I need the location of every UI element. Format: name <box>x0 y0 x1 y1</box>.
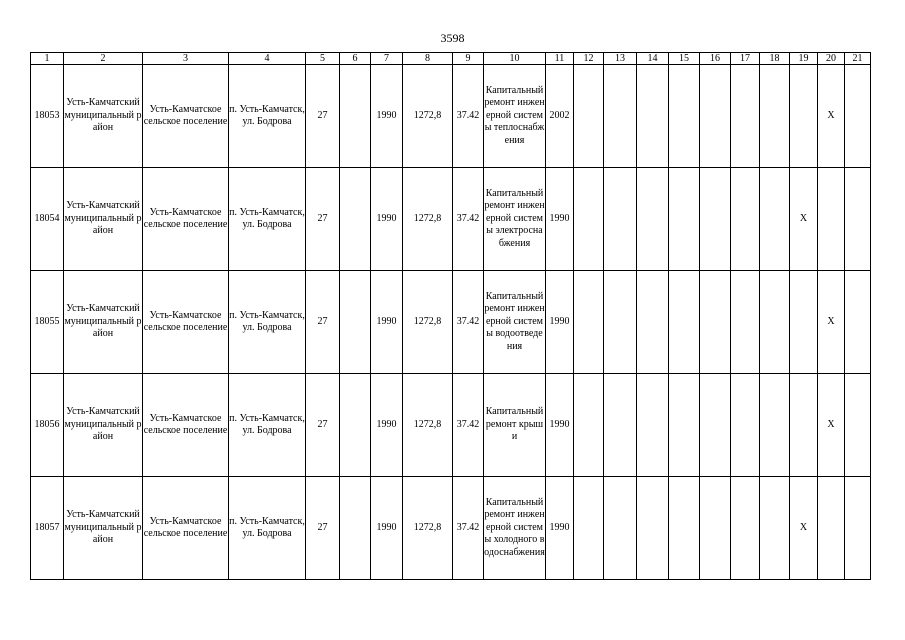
column-header: 11 <box>546 53 574 65</box>
table-cell-col-14 <box>637 65 669 168</box>
column-header: 14 <box>637 53 669 65</box>
table-cell-col-5: 27 <box>306 271 340 374</box>
table-cell-col-14 <box>637 477 669 580</box>
table-cell-col-6 <box>340 374 371 477</box>
table-cell-col-2: Усть-Камчатский муниципальный район <box>64 168 143 271</box>
table-cell-col-17 <box>731 168 760 271</box>
table-cell-col-12 <box>574 374 604 477</box>
table-cell-col-7: 1990 <box>371 65 403 168</box>
table-cell-col-4: п. Усть-Камчатск, ул. Бодрова <box>229 477 306 580</box>
table-cell-col-6 <box>340 477 371 580</box>
table-cell-col-13 <box>604 477 637 580</box>
table-cell-col-21 <box>845 65 871 168</box>
table-cell-col-11: 1990 <box>546 477 574 580</box>
column-header: 17 <box>731 53 760 65</box>
table-cell-col-8: 1272,8 <box>403 168 453 271</box>
column-header: 3 <box>143 53 229 65</box>
table-cell-col-2: Усть-Камчатский муниципальный район <box>64 477 143 580</box>
table-cell-col-9: 37.42 <box>453 168 484 271</box>
table-cell-col-13 <box>604 65 637 168</box>
table-cell-col-9: 37.42 <box>453 271 484 374</box>
table-cell-col-18 <box>760 168 790 271</box>
table-cell-col-7: 1990 <box>371 168 403 271</box>
table-cell-col-8: 1272,8 <box>403 374 453 477</box>
table-cell-col-1: 18055 <box>31 271 64 374</box>
table-cell-col-16 <box>700 168 731 271</box>
table-cell-col-21 <box>845 271 871 374</box>
table-cell-col-7: 1990 <box>371 271 403 374</box>
table-cell-col-3: Усть-Камчатское сельское поселение <box>143 374 229 477</box>
column-header: 2 <box>64 53 143 65</box>
table-cell-col-15 <box>669 65 700 168</box>
table-cell-col-5: 27 <box>306 374 340 477</box>
table-cell-col-14 <box>637 271 669 374</box>
table-cell-col-1: 18056 <box>31 374 64 477</box>
page-number: 3598 <box>440 31 465 45</box>
table-cell-col-12 <box>574 168 604 271</box>
table-cell-col-6 <box>340 65 371 168</box>
table-cell-col-19 <box>790 65 818 168</box>
table-cell-col-11: 1990 <box>546 374 574 477</box>
table-cell-col-15 <box>669 477 700 580</box>
table-cell-col-20: X <box>818 271 845 374</box>
column-header: 13 <box>604 53 637 65</box>
table-cell-col-5: 27 <box>306 477 340 580</box>
table-cell-col-14 <box>637 374 669 477</box>
table-cell-col-19: X <box>790 477 818 580</box>
table-cell-col-8: 1272,8 <box>403 271 453 374</box>
table-cell-col-17 <box>731 271 760 374</box>
table-cell-col-11: 2002 <box>546 65 574 168</box>
table-cell-col-16 <box>700 271 731 374</box>
table-cell-col-6 <box>340 271 371 374</box>
table-cell-col-10: Капитальный ремонт инженерной системы электроснабжения <box>484 168 546 271</box>
column-header: 10 <box>484 53 546 65</box>
table-cell-col-1: 18053 <box>31 65 64 168</box>
table-row <box>31 65 871 168</box>
table-cell-col-15 <box>669 168 700 271</box>
table-cell-col-6 <box>340 168 371 271</box>
table-cell-col-2: Усть-Камчатский муниципальный район <box>64 271 143 374</box>
table-cell-col-1: 18057 <box>31 477 64 580</box>
table-cell-col-10: Капитальный ремонт инженерной системы водоотведения <box>484 271 546 374</box>
table-cell-col-1: 18054 <box>31 168 64 271</box>
table-cell-col-19 <box>790 374 818 477</box>
table-cell-col-4: п. Усть-Камчатск, ул. Бодрова <box>229 271 306 374</box>
table-cell-col-2: Усть-Камчатский муниципальный район <box>64 65 143 168</box>
table-cell-col-16 <box>700 477 731 580</box>
table-cell-col-5: 27 <box>306 65 340 168</box>
column-number-row <box>31 53 871 65</box>
column-header: 4 <box>229 53 306 65</box>
table-cell-col-18 <box>760 374 790 477</box>
column-header: 7 <box>371 53 403 65</box>
column-header: 5 <box>306 53 340 65</box>
table-cell-col-16 <box>700 374 731 477</box>
table-cell-col-12 <box>574 477 604 580</box>
table-cell-col-10: Капитальный ремонт крыши <box>484 374 546 477</box>
table-cell-col-4: п. Усть-Камчатск, ул. Бодрова <box>229 65 306 168</box>
table-cell-col-7: 1990 <box>371 374 403 477</box>
table-cell-col-20 <box>818 168 845 271</box>
table-cell-col-19 <box>790 271 818 374</box>
table-cell-col-3: Усть-Камчатское сельское поселение <box>143 271 229 374</box>
table-cell-col-12 <box>574 65 604 168</box>
table-cell-col-3: Усть-Камчатское сельское поселение <box>143 65 229 168</box>
table-cell-col-15 <box>669 374 700 477</box>
table-cell-col-18 <box>760 65 790 168</box>
table-cell-col-17 <box>731 374 760 477</box>
table-cell-col-4: п. Усть-Камчатск, ул. Бодрова <box>229 168 306 271</box>
column-header: 15 <box>669 53 700 65</box>
table-cell-col-13 <box>604 374 637 477</box>
table-row <box>31 271 871 374</box>
table-cell-col-5: 27 <box>306 168 340 271</box>
table-cell-col-4: п. Усть-Камчатск, ул. Бодрова <box>229 374 306 477</box>
column-header: 6 <box>340 53 371 65</box>
table-cell-col-15 <box>669 271 700 374</box>
column-header: 12 <box>574 53 604 65</box>
table-cell-col-16 <box>700 65 731 168</box>
table-row <box>31 477 871 580</box>
column-header: 16 <box>700 53 731 65</box>
table-cell-col-8: 1272,8 <box>403 65 453 168</box>
table-cell-col-10: Капитальный ремонт инженерной системы холодного водоснабжения <box>484 477 546 580</box>
column-header: 21 <box>845 53 871 65</box>
table-cell-col-21 <box>845 168 871 271</box>
table-cell-col-21 <box>845 374 871 477</box>
table-cell-col-12 <box>574 271 604 374</box>
table-cell-col-21 <box>845 477 871 580</box>
table-cell-col-10: Капитальный ремонт инженерной системы теплоснабжения <box>484 65 546 168</box>
table-cell-col-9: 37.42 <box>453 374 484 477</box>
table-cell-col-17 <box>731 477 760 580</box>
table-cell-col-17 <box>731 65 760 168</box>
table-cell-col-2: Усть-Камчатский муниципальный район <box>64 374 143 477</box>
table-cell-col-20 <box>818 477 845 580</box>
table-cell-col-9: 37.42 <box>453 65 484 168</box>
table-cell-col-18 <box>760 271 790 374</box>
table-cell-col-3: Усть-Камчатское сельское поселение <box>143 168 229 271</box>
column-header: 9 <box>453 53 484 65</box>
table-cell-col-7: 1990 <box>371 477 403 580</box>
table-row <box>31 374 871 477</box>
table-cell-col-18 <box>760 477 790 580</box>
column-header: 19 <box>790 53 818 65</box>
table-cell-col-9: 37.42 <box>453 477 484 580</box>
table-cell-col-13 <box>604 168 637 271</box>
table-cell-col-14 <box>637 168 669 271</box>
table-cell-col-19: X <box>790 168 818 271</box>
column-header: 8 <box>403 53 453 65</box>
table-cell-col-3: Усть-Камчатское сельское поселение <box>143 477 229 580</box>
table-cell-col-8: 1272,8 <box>403 477 453 580</box>
column-header: 1 <box>31 53 64 65</box>
table-cell-col-20: X <box>818 374 845 477</box>
table-cell-col-11: 1990 <box>546 168 574 271</box>
column-header: 18 <box>760 53 790 65</box>
table-cell-col-20: X <box>818 65 845 168</box>
table-cell-col-11: 1990 <box>546 271 574 374</box>
table-row <box>31 168 871 271</box>
table-cell-col-13 <box>604 271 637 374</box>
column-header: 20 <box>818 53 845 65</box>
register-table <box>30 52 871 580</box>
